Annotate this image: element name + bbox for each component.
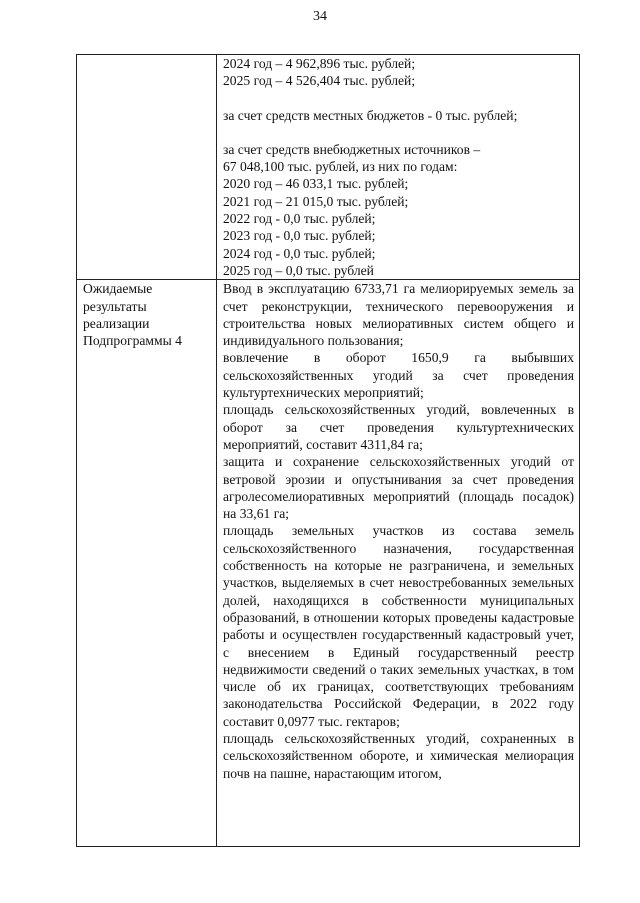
extra-budget-heading: за счет средств внебюджетных источников – [223, 141, 481, 157]
extra-budget-year-2020: 2020 год – 46 033,1 тыс. рублей; [223, 176, 409, 192]
results-label-cell [77, 280, 217, 847]
funding-line-2025: 2025 год – 4 526,404 тыс. рублей; [223, 73, 416, 89]
result-paragraph: Ввод в эксплуатацию 6733,71 га мелиорируемых земель за счет реконструкции, технического перевооружения и строительства новых мелиоративных систем общего и индивидуального пользования; [223, 281, 574, 349]
extra-budget-year-2023: 2023 год - 0,0 тыс. рублей; [223, 228, 376, 244]
funding-line-2024: 2024 год – 4 962,896 тыс. рублей; [223, 56, 416, 71]
result-paragraph: площадь земельных участков из состава земель сельскохозяйственного назначения, государственная собственность на которые не разграничена, и земельных участков, выделяемых в счет невостребованных земельных долей, находящихся в собственности муниципальных образований, в отношении которых проведены кадастровые работы и осуществлен государственный кадастровый учет, с внесением в Единый государственный реестр недвижимости сведений о таких земельных участках, в том числе об их границах, соответствующих требованиям законодательства Российской Федерации, в 2022 году составит 0,0977 тыс. гектаров; [223, 523, 574, 729]
local-budget-line: за счет средств местных бюджетов - 0 тыс. рублей; [223, 107, 518, 123]
results-value-cell [217, 280, 580, 847]
extra-budget-total: 67 048,100 тыс. рублей, из них по годам: [223, 159, 458, 175]
results-label-line: результаты [83, 298, 147, 314]
table-row-results [77, 280, 580, 847]
page-number: 34 [313, 9, 327, 24]
result-paragraph: площадь сельскохозяйственных угодий, вовлеченных в оборот за счет проведения культуртехнических мероприятий, составит 4311,84 га; [223, 402, 574, 452]
extra-budget-year-2025: 2025 год – 0,0 тыс. рублей [223, 262, 374, 278]
table-row-funding [77, 55, 580, 280]
result-paragraph: вовлечение в оборот 1650,9 га выбывших сельскохозяйственных угодий за счет проведения культуртехнических мероприятий; [223, 350, 574, 401]
extra-budget-year-2022: 2022 год - 0,0 тыс. рублей; [223, 211, 376, 227]
funding-value-cell [217, 55, 580, 280]
extra-budget-year-2021: 2021 год – 21 015,0 тыс. рублей; [223, 193, 409, 209]
results-label-line: реализации [83, 315, 150, 331]
program-table [76, 54, 580, 847]
funding-label-cell [77, 55, 217, 280]
results-label-line: Ожидаемые [83, 281, 153, 297]
extra-budget-year-2024: 2024 год - 0,0 тыс. рублей; [223, 245, 376, 261]
results-label-line: Подпрограммы 4 [83, 333, 182, 349]
result-paragraph: площадь сельскохозяйственных угодий, сохраненных в сельскохозяйственном обороте, и химическая мелиорация почв на пашне, нарастающим итогом, [223, 730, 574, 781]
result-paragraph: защита и сохранение сельскохозяйственных угодий от ветровой эрозии и опустынивания за счет проведения агролесомелиоративных мероприятий (площадь посадок) на 33,61 га; [223, 454, 574, 522]
